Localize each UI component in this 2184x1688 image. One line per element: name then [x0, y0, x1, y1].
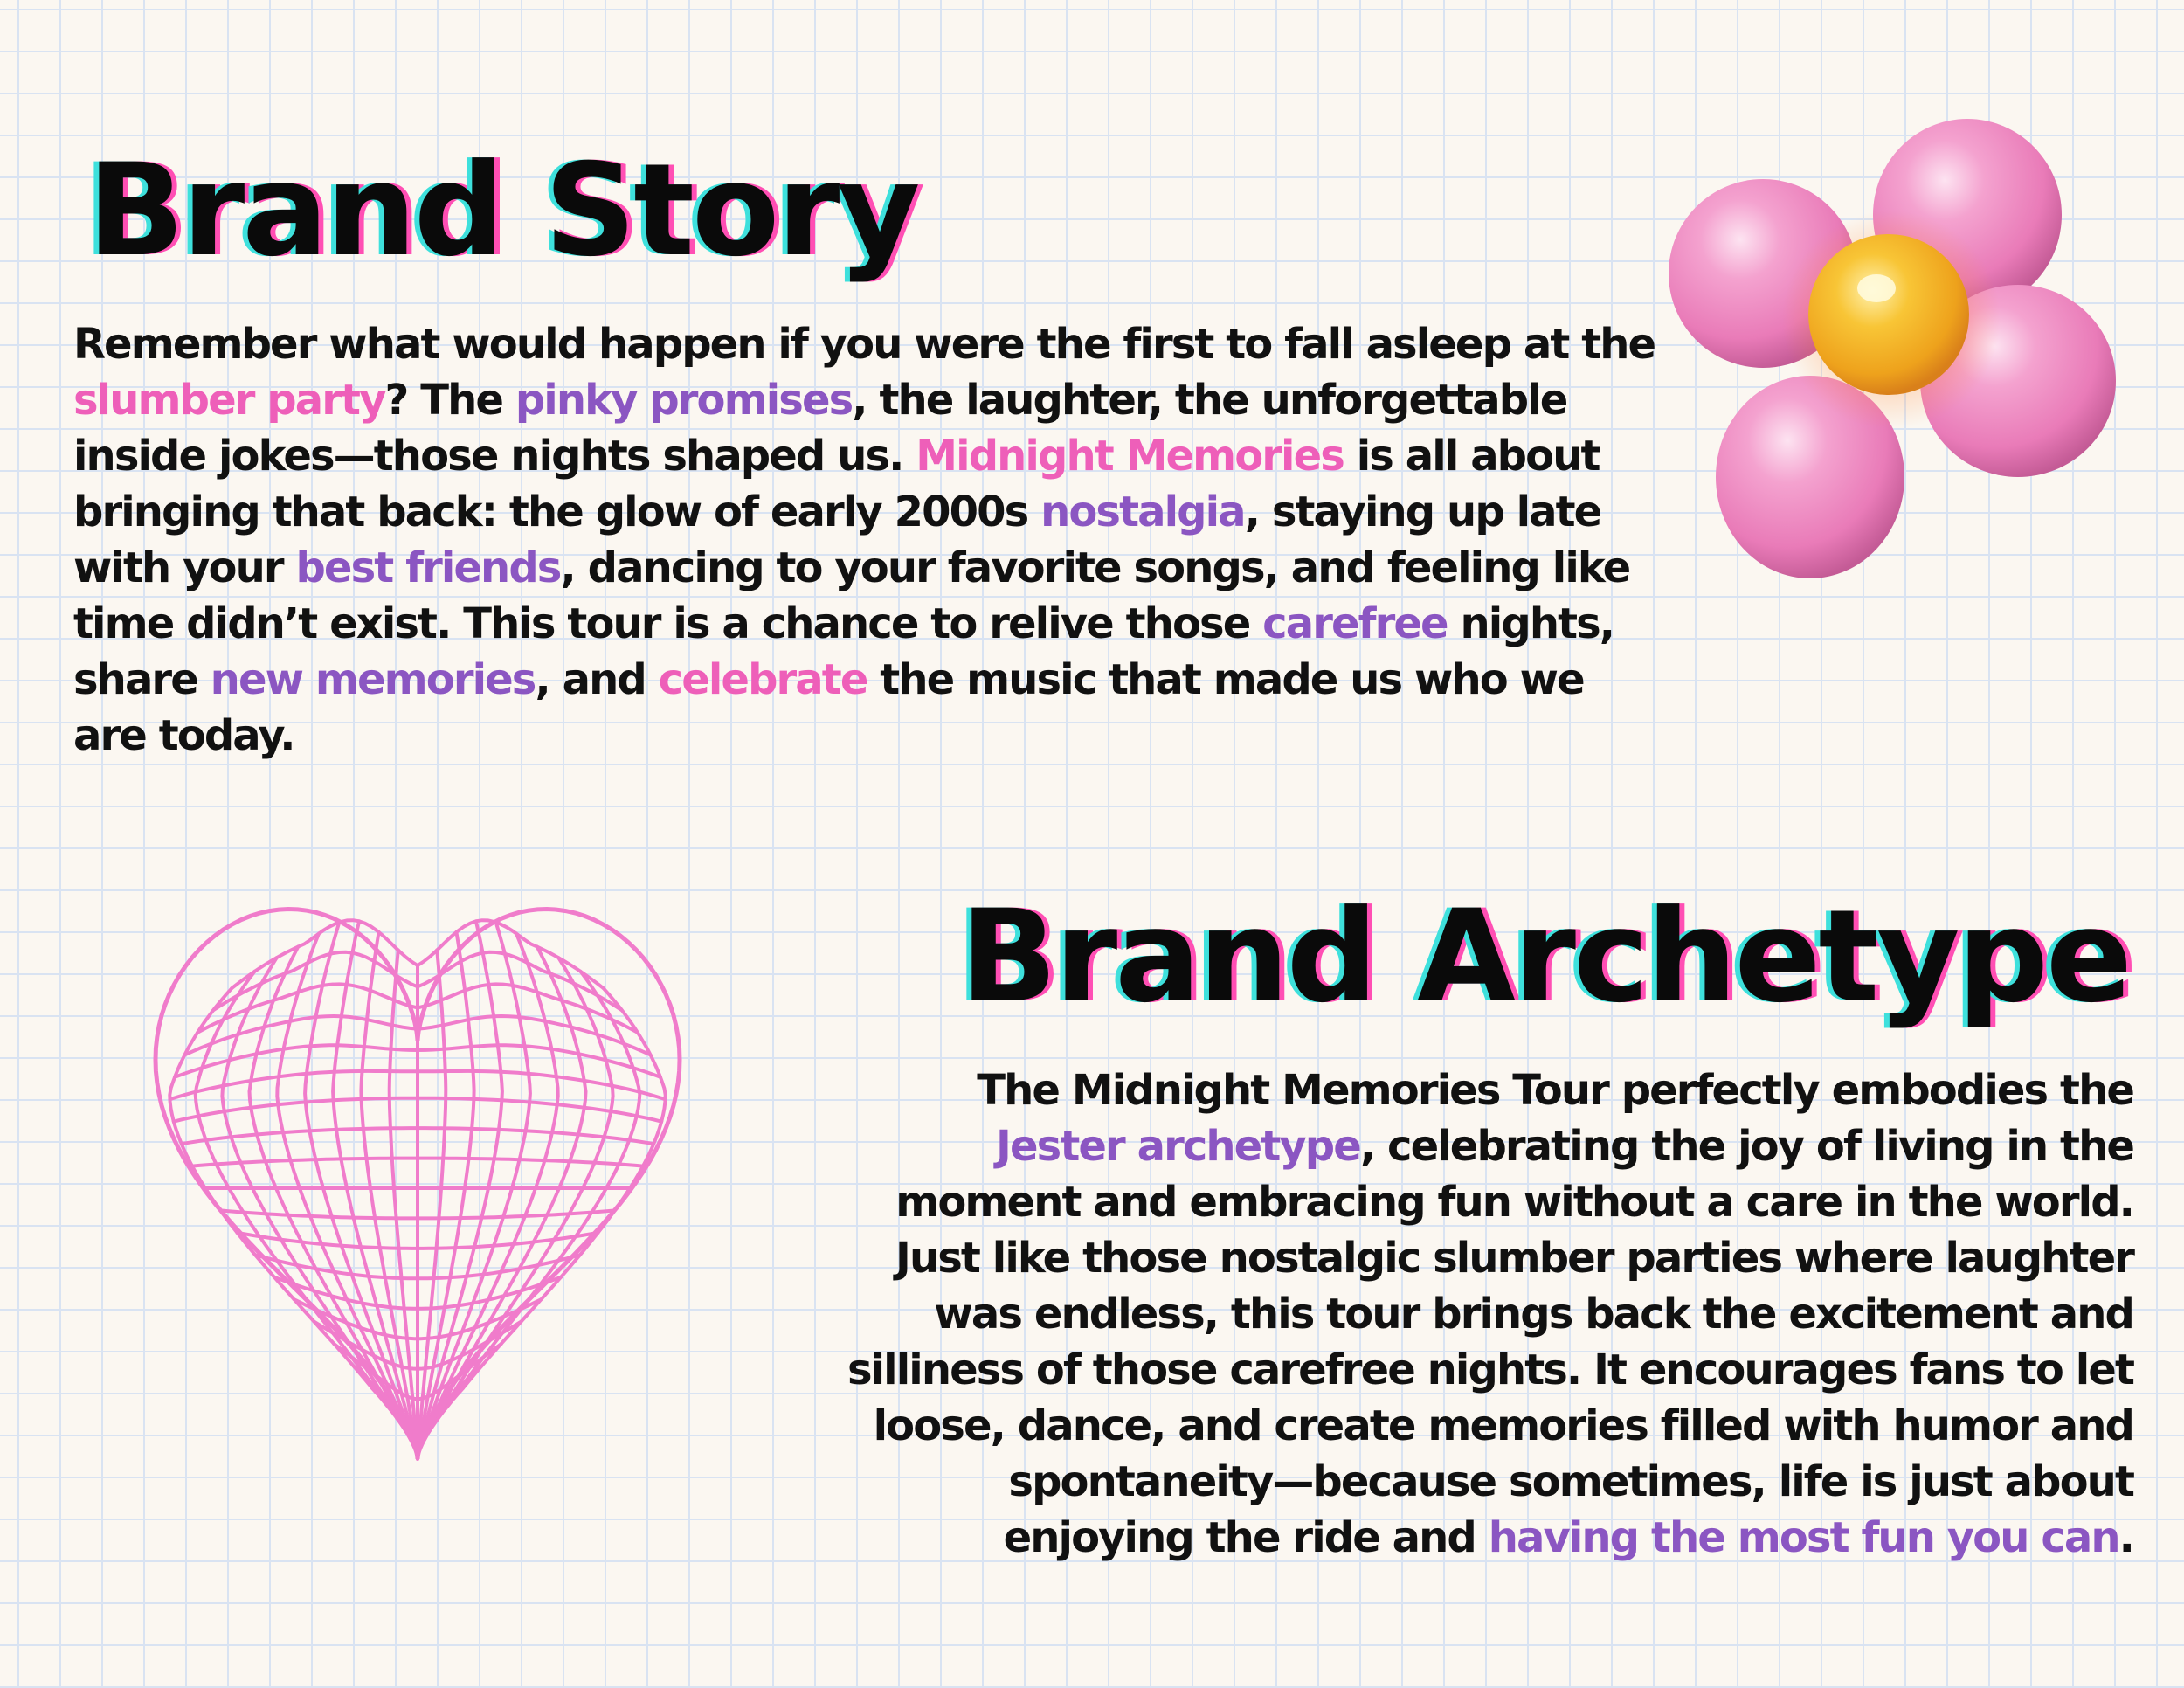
text-segment: The Midnight Memories Tour perfectly embodies the [977, 1066, 2133, 1115]
text-segment: the music that made us who we [867, 655, 1584, 704]
text-line [847, 1342, 2133, 1398]
text-segment: Remember what would happen if you were the first to fall asleep at the [73, 320, 1655, 369]
text-line [847, 1118, 2133, 1174]
highlighted-phrase: pinky promises [515, 376, 853, 425]
highlighted-phrase: Midnight Memories [916, 432, 1344, 481]
highlighted-phrase: new memories [210, 655, 536, 704]
text-segment: nights, [1447, 599, 1614, 648]
text-segment: share [73, 655, 211, 704]
highlighted-phrase: carefree [1262, 599, 1448, 648]
flower-center [1808, 234, 1969, 395]
brand-story-paragraph [73, 316, 1655, 764]
text-line [73, 652, 1655, 708]
text-segment: moment and embracing fun without a care in the world. [895, 1178, 2133, 1227]
highlighted-phrase: slumber party [73, 376, 385, 425]
pink-wireframe-heart-icon [129, 882, 706, 1546]
text-line [847, 1398, 2133, 1454]
text-segment: bringing that back: the glow of early 2000s [73, 488, 1041, 536]
brand-archetype-paragraph [847, 1062, 2133, 1566]
text-line [847, 1454, 2133, 1510]
text-line [847, 1286, 2133, 1342]
pink-balloon-flower-icon [1651, 103, 2123, 592]
text-line [847, 1510, 2133, 1566]
brand-archetype-title: Brand Archetype [959, 882, 2130, 1031]
text-segment: , dancing to your favorite songs, and feeling like [560, 543, 1630, 592]
text-segment: , celebrating the joy of living in the [1359, 1122, 2133, 1171]
highlighted-phrase: having the most fun you can [1488, 1513, 2119, 1562]
highlighted-phrase: celebrate [658, 655, 867, 704]
text-segment: inside jokes—those nights shaped us. [73, 432, 916, 481]
text-segment: is all about [1343, 432, 1600, 481]
text-segment: are today. [73, 711, 294, 760]
text-line [73, 372, 1655, 428]
highlighted-phrase: nostalgia [1040, 488, 1245, 536]
text-line [73, 484, 1655, 540]
text-line [847, 1174, 2133, 1230]
text-segment: spontaneity—because sometimes, life is just about [1008, 1457, 2133, 1506]
text-segment: was endless, this tour brings back the excitement and [934, 1290, 2133, 1339]
text-line [73, 596, 1655, 652]
highlighted-phrase: Jester archetype [996, 1122, 1360, 1171]
text-segment: silliness of those carefree nights. It encourages fans to let [847, 1346, 2133, 1394]
text-segment: enjoying the ride and [1003, 1513, 1489, 1562]
text-line [73, 540, 1655, 596]
text-line [847, 1230, 2133, 1286]
text-segment: . [2118, 1513, 2133, 1562]
text-line [73, 428, 1655, 484]
text-segment: time didn’t exist. This tour is a chance to relive those [73, 599, 1263, 648]
text-segment: Just like those nostalgic slumber parties where laughter [895, 1234, 2133, 1283]
text-segment: ? The [384, 376, 515, 425]
text-segment: with your [73, 543, 296, 592]
text-segment: , and [535, 655, 659, 704]
brand-story-title: Brand Story [87, 136, 918, 285]
text-segment: loose, dance, and create memories filled with humor and [873, 1401, 2133, 1450]
text-line [73, 708, 1655, 764]
text-line [73, 316, 1655, 372]
text-segment: , the laughter, the unforgettable [852, 376, 1567, 425]
highlighted-phrase: best friends [295, 543, 561, 592]
text-segment: , staying up late [1244, 488, 1601, 536]
text-line [847, 1062, 2133, 1118]
